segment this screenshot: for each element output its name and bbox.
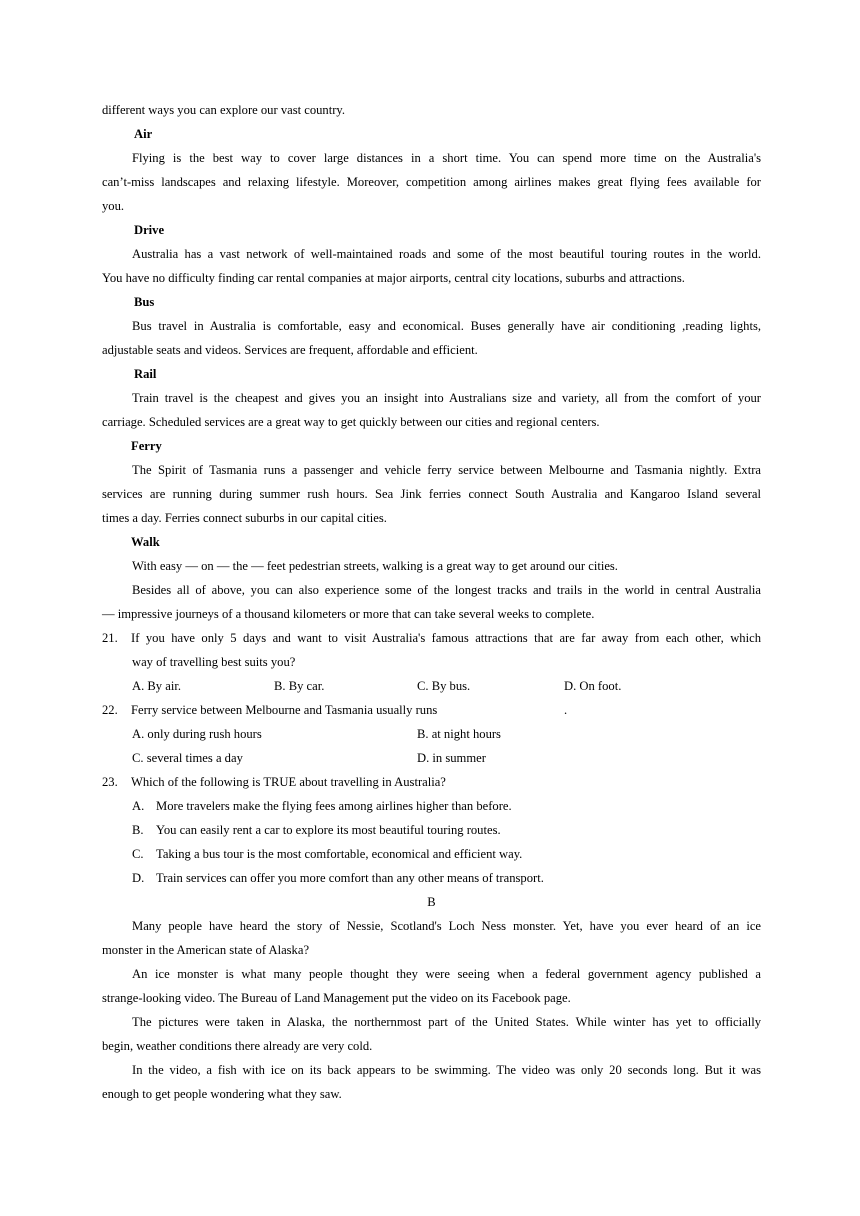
paragraph-line: — impressive journeys of a thousand kilometers or more that can take several weeks to complete. (102, 607, 595, 621)
paragraph-line: Flying is the best way to cover large distances in a short time. You can spend more time on the Australia's (132, 151, 761, 165)
option-c[interactable]: C. By bus. (417, 679, 471, 693)
question-22 (102, 698, 761, 722)
answer-blank-end: . (564, 703, 568, 717)
option-b[interactable]: B. By car. (274, 679, 325, 693)
option-a[interactable] (102, 794, 761, 818)
option-b[interactable] (102, 818, 761, 842)
question-number: 21. (102, 631, 118, 645)
paragraph-line: begin, weather conditions there already are very cold. (102, 1039, 373, 1053)
paragraph-line: can’t-miss landscapes and relaxing lifestyle. Moreover, competition among airlines makes great flying fees available for (102, 175, 761, 189)
section-heading-bus: Bus (134, 295, 155, 309)
question-stem: If you have only 5 days and want to visit Australia's famous attractions that are far away from each other, which (131, 631, 761, 645)
section-heading-walk: Walk (131, 535, 160, 549)
paragraph-line: With easy — on — the — feet pedestrian streets, walking is a great way to get around our cities. (132, 559, 618, 573)
option-b[interactable]: B. at night hours (417, 727, 501, 741)
paragraph-line: The Spirit of Tasmania runs a passenger and vehicle ferry service between Melbourne and Tasmania nightly. Extra (132, 463, 761, 477)
paragraph-line: monster in the American state of Alaska? (102, 943, 310, 957)
intro-text: different ways you can explore our vast country. (102, 103, 346, 117)
option-d[interactable]: D. in summer (417, 751, 486, 765)
section-heading-rail: Rail (134, 367, 157, 381)
paragraph-line: Bus travel in Australia is comfortable, easy and economical. Buses generally have air conditioning ,reading lights, (132, 319, 761, 333)
question-21-options (102, 674, 761, 698)
option-a[interactable]: A. only during rush hours (132, 727, 262, 741)
paragraph-line: Australia has a vast network of well-maintained roads and some of the most beautiful touring routes in the world. (132, 247, 761, 261)
option-letter: C. (132, 847, 144, 861)
question-number: 22. (102, 703, 118, 717)
option-c[interactable]: C. several times a day (132, 751, 243, 765)
paragraph-line: Train travel is the cheapest and gives you an insight into Australians size and variety, all from the comfort of your (132, 391, 761, 405)
question-22-options-row1 (102, 722, 761, 746)
section-heading-ferry: Ferry (131, 439, 162, 453)
question-21 (102, 626, 761, 650)
paragraph-line: Besides all of above, you can also experience some of the longest tracks and trails in the world in central Australia (132, 583, 761, 597)
option-text: Train services can offer you more comfort than any other means of transport. (156, 871, 544, 885)
paragraph-line: you. (102, 199, 125, 213)
question-stem: Ferry service between Melbourne and Tasmania usually runs (131, 703, 438, 717)
question-23 (102, 770, 761, 794)
paragraph-line: times a day. Ferries connect suburbs in our capital cities. (102, 511, 387, 525)
paragraph-line: In the video, a fish with ice on its back appears to be swimming. The video was only 20 seconds long. But it was (132, 1063, 761, 1077)
question-22-options-row2 (102, 746, 761, 770)
option-text: Taking a bus tour is the most comfortable, economical and efficient way. (156, 847, 523, 861)
option-letter: D. (132, 871, 145, 885)
section-heading-drive: Drive (134, 223, 165, 237)
paragraph-line: enough to get people wondering what they saw. (102, 1087, 342, 1101)
question-stem-continued: way of travelling best suits you? (132, 655, 296, 669)
question-stem: Which of the following is TRUE about travelling in Australia? (131, 775, 446, 789)
option-d[interactable]: D. On foot. (564, 679, 622, 693)
document-page (102, 98, 761, 1106)
paragraph-line: Many people have heard the story of Nessie, Scotland's Loch Ness monster. Yet, have you ever heard of an ice (132, 919, 761, 933)
paragraph-line: carriage. Scheduled services are a great way to get quickly between our cities and regional centers. (102, 415, 600, 429)
option-c[interactable] (102, 842, 761, 866)
option-a[interactable]: A. By air. (132, 679, 181, 693)
option-d[interactable] (102, 866, 761, 890)
paragraph-line: An ice monster is what many people thought they were seeing when a federal government agency published a (132, 967, 761, 981)
paragraph-line: adjustable seats and videos. Services are frequent, affordable and efficient. (102, 343, 478, 357)
paragraph-line: You have no difficulty finding car rental companies at major airports, central city locations, suburbs and attractions. (102, 271, 685, 285)
paragraph-line: The pictures were taken in Alaska, the northernmost part of the United States. While winter has yet to officially (132, 1015, 761, 1029)
question-number: 23. (102, 775, 118, 789)
section-heading-air: Air (134, 127, 153, 141)
option-letter: A. (132, 799, 145, 813)
option-letter: B. (132, 823, 144, 837)
option-text: You can easily rent a car to explore its most beautiful touring routes. (156, 823, 501, 837)
paragraph-line: services are running during summer rush hours. Sea Jink ferries connect South Australia and Kangaroo Island several (102, 487, 761, 501)
paragraph-line: strange-looking video. The Bureau of Land Management put the video on its Facebook page. (102, 991, 571, 1005)
passage-b-label: B (427, 895, 436, 909)
option-text: More travelers make the flying fees among airlines higher than before. (156, 799, 512, 813)
